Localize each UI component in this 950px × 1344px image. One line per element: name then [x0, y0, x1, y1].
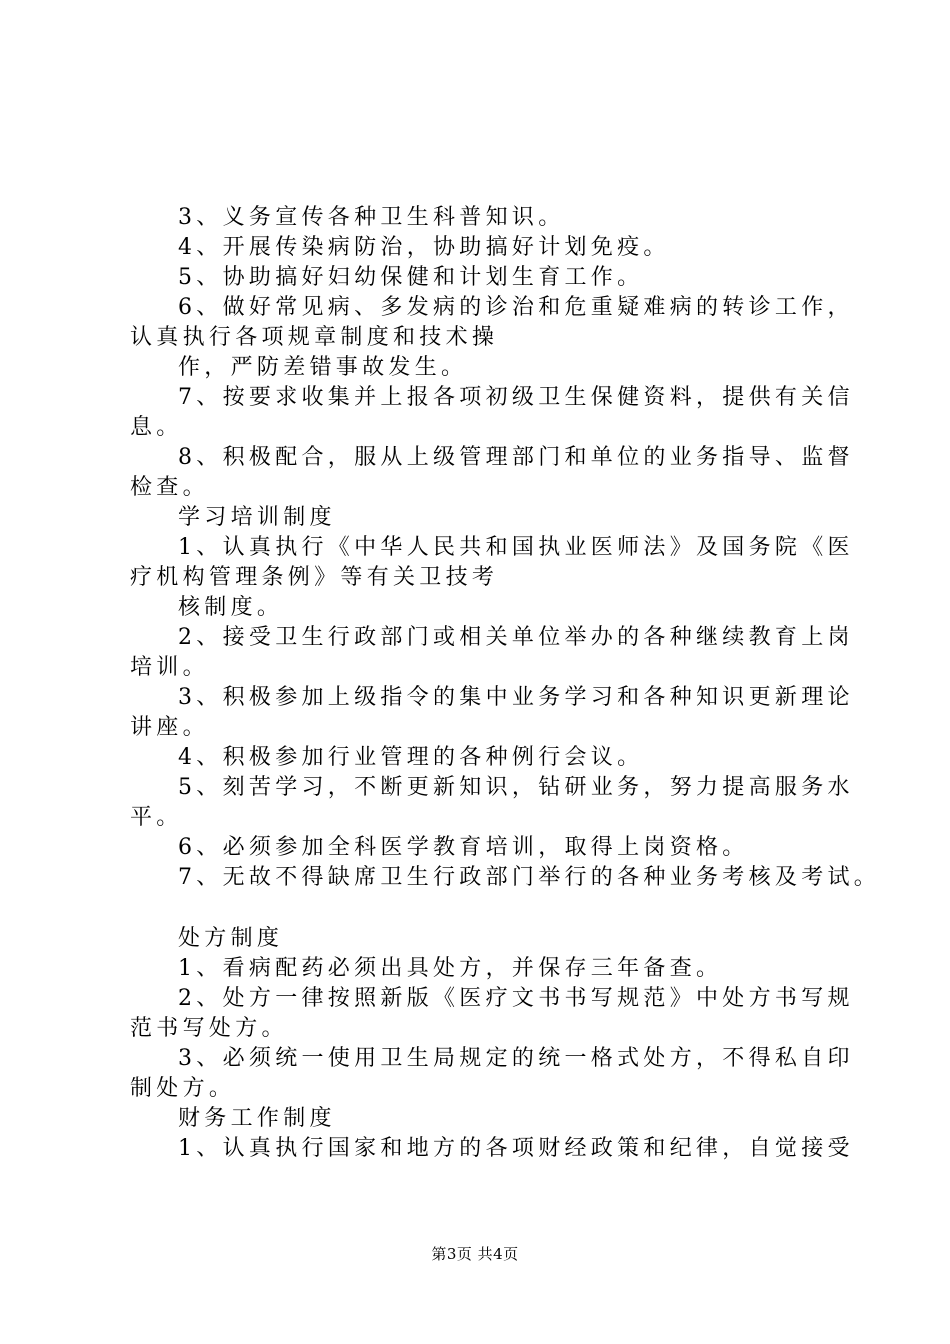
list-item-continuation: 认真执行各项规章制度和技术操: [130, 325, 499, 350]
list-item: 6、做好常见病、多发病的诊治和危重疑难病的转诊工作，: [178, 295, 854, 320]
list-item: 5、协助搞好妇幼保健和计划生育工作。: [178, 265, 644, 290]
list-item: 1、认真执行国家和地方的各项财经政策和纪律，自觉接受: [178, 1136, 854, 1161]
list-item-continuation: 息。: [130, 415, 183, 440]
section-heading: 处方制度: [178, 926, 284, 951]
list-item: 5、刻苦学习，不断更新知识，钻研业务，努力提高服务水: [178, 775, 854, 800]
list-item: 7、按要求收集并上报各项初级卫生保健资料，提供有关信: [178, 385, 854, 410]
list-item-continuation: 范书写处方。: [130, 1016, 288, 1041]
list-item-continuation: 检查。: [130, 475, 209, 500]
list-item: 1、认真执行《中华人民共和国执业医师法》及国务院《医: [178, 535, 854, 560]
list-item-continuation: 平。: [130, 805, 183, 830]
list-item-continuation: 制处方。: [130, 1076, 236, 1101]
list-item-continuation: 培训。: [130, 655, 209, 680]
list-item: 4、开展传染病防治，协助搞好计划免疫。: [178, 235, 670, 260]
section-heading: 学习培训制度: [178, 505, 336, 530]
list-item: 3、必须统一使用卫生局规定的统一格式处方，不得私自印: [178, 1046, 854, 1071]
list-item: 4、积极参加行业管理的各种例行会议。: [178, 745, 644, 770]
list-item: 2、处方一律按照新版《医疗文书书写规范》中处方书写规: [178, 986, 854, 1011]
paragraph-gap: [130, 893, 850, 924]
list-item-continuation: 核制度。: [178, 595, 284, 620]
page-footer: 第3页 共4页: [431, 1245, 519, 1263]
list-item: 6、必须参加全科医学教育培训，取得上岗资格。: [178, 835, 749, 860]
list-item: 8、积极配合，服从上级管理部门和单位的业务指导、监督: [178, 445, 854, 470]
list-item: 7、无故不得缺席卫生行政部门举行的各种业务考核及考试。: [178, 865, 881, 890]
list-item: 3、积极参加上级指令的集中业务学习和各种知识更新理论: [178, 685, 854, 710]
list-item: 1、看病配药必须出具处方，并保存三年备查。: [178, 956, 723, 981]
list-item-continuation: 作，严防差错事故发生。: [178, 355, 468, 380]
list-item: 3、义务宣传各种卫生科普知识。: [178, 205, 565, 230]
list-item-continuation: 讲座。: [130, 715, 209, 740]
document-body: [130, 203, 881, 1164]
section-heading: 财务工作制度: [178, 1106, 336, 1131]
list-item: 2、接受卫生行政部门或相关单位举办的各种继续教育上岗: [178, 625, 854, 650]
list-item-continuation: 疗机构管理条例》等有关卫技考: [130, 565, 499, 590]
